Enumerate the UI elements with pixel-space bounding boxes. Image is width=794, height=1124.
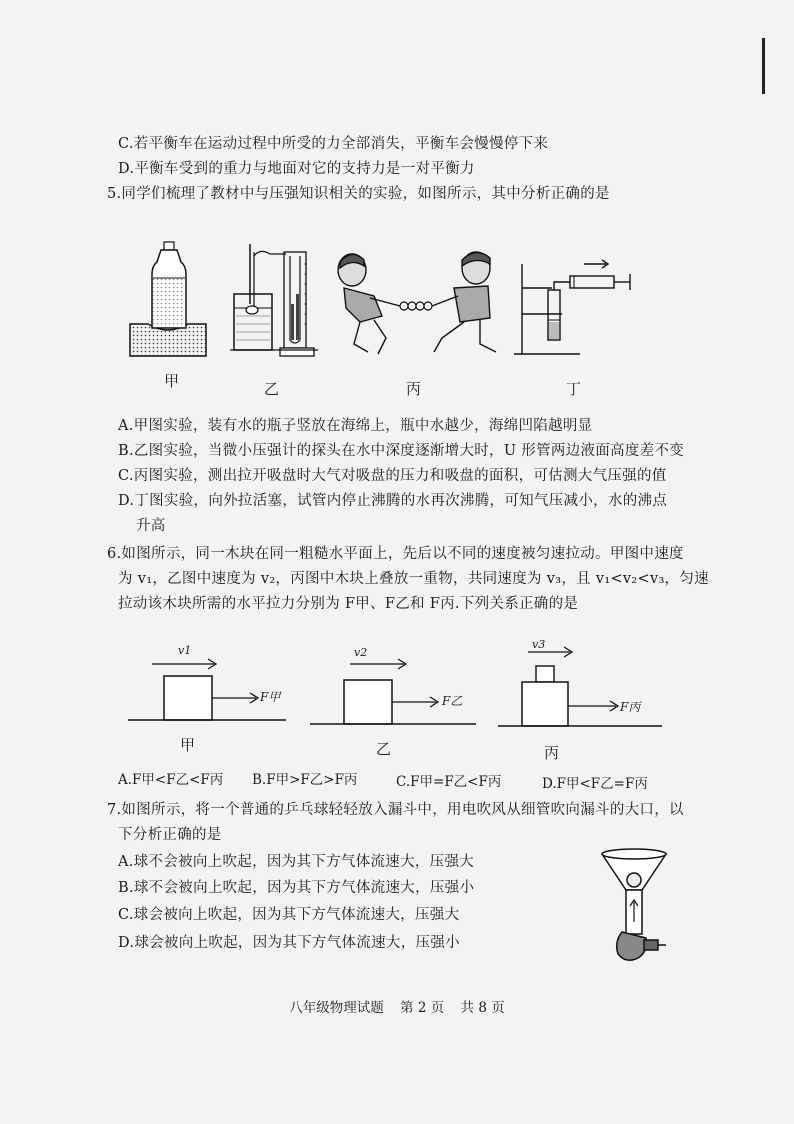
q6-figure-yi xyxy=(310,646,478,730)
q5-option-c: C.丙图实验，测出拉开吸盘时大气对吸盘的压力和吸盘的面积，可估测大气压强的值 xyxy=(118,468,667,484)
q4-option-d: D.平衡车受到的重力与地面对它的支持力是一对平衡力 xyxy=(118,161,475,177)
q5-figure-pressure-gauge xyxy=(230,244,320,362)
q7-figure-funnel-ball xyxy=(596,846,676,970)
q6-option-b: B.F甲>F乙>F丙 xyxy=(252,772,358,788)
q7-option-a: A.球不会被向上吹起，因为其下方气体流速大，压强大 xyxy=(118,854,475,870)
q5-caption-bing: 丙 xyxy=(406,380,422,398)
q5-stem: 5.同学们梳理了教材中与压强知识相关的实验，如图所示，其中分析正确的是 xyxy=(107,186,610,202)
q5-figure-suction-cup-pull xyxy=(330,248,500,362)
q5-figure-syringe-boiling xyxy=(512,254,640,362)
q6-caption-yi: 乙 xyxy=(376,740,392,758)
q5-option-b: B.乙图实验，当微小压强计的探头在水中深度逐渐增大时，U 形管两边液面高度差不变 xyxy=(118,443,685,459)
footer-total: 共 8 页 xyxy=(460,1000,505,1016)
q5-figure-bottle-on-sponge xyxy=(128,238,210,360)
q7-option-b: B.球不会被向上吹起，因为其下方气体流速大，压强小 xyxy=(118,880,475,896)
q6-force-label-bing: F丙 xyxy=(620,700,641,714)
scan-edge-mark xyxy=(762,38,765,94)
q5-caption-ding: 丁 xyxy=(566,380,582,398)
q6-caption-bing: 丙 xyxy=(544,744,560,762)
q4-option-c: C.若平衡车在运动过程中所受的力全部消失，平衡车会慢慢停下来 xyxy=(118,136,549,152)
q6-figure-jia xyxy=(128,642,288,726)
q6-option-a: A.F甲<F乙<F丙 xyxy=(118,772,224,788)
q6-force-label-jia: F甲 xyxy=(260,690,281,704)
q5-option-a: A.甲图实验，装有水的瓶子竖放在海绵上，瓶中水越少，海绵凹陷越明显 xyxy=(118,418,593,434)
q6-velocity-label-v3: v3 xyxy=(532,638,546,651)
q6-velocity-label-v2: v2 xyxy=(354,646,368,659)
q6-caption-jia: 甲 xyxy=(180,736,196,754)
q7-option-d: D.球会被向上吹起，因为其下方气体流速大，压强小 xyxy=(118,935,460,951)
q6-option-d: D.F甲<F乙=F丙 xyxy=(542,776,648,792)
q6-force-label-yi: F乙 xyxy=(442,694,463,708)
q6-figure-bing xyxy=(498,638,664,734)
q6-velocity-label-v1: v1 xyxy=(178,644,192,657)
q5-caption-jia: 甲 xyxy=(164,372,180,390)
q6-option-c: C.F甲=F乙<F丙 xyxy=(396,774,502,790)
page-footer xyxy=(0,996,794,1016)
q6-stem-line-3: 拉动该木块所需的水平拉力分别为 F甲、F乙和 F丙.下列关系正确的是 xyxy=(118,596,579,612)
footer-title: 八年级物理试题 xyxy=(289,1000,384,1016)
q7-option-c: C.球会被向上吹起，因为其下方气体流速大，压强大 xyxy=(118,907,460,923)
footer-page: 第 2 页 xyxy=(400,1000,445,1016)
q7-stem-line-2: 下分析正确的是 xyxy=(118,827,222,843)
q5-option-d-cont: 升高 xyxy=(136,518,166,534)
q6-stem-line-1: 6.如图所示，同一木块在同一粗糙水平面上，先后以不同的速度被匀速拉动。甲图中速度 xyxy=(107,546,684,562)
q7-stem-line-1: 7.如图所示，将一个普通的乒乓球轻轻放入漏斗中，用电吹风从细管吹向漏斗的大口，以 xyxy=(107,802,684,818)
q5-option-d: D.丁图实验，向外拉活塞，试管内停止沸腾的水再次沸腾，可知气压减小，水的沸点 xyxy=(118,493,668,509)
q5-caption-yi: 乙 xyxy=(264,380,280,398)
q6-stem-line-2: 为 v₁，乙图中速度为 v₂，丙图中木块上叠放一重物，共同速度为 v₃，且 v₁<v₂<v₃，匀速 xyxy=(118,571,709,587)
